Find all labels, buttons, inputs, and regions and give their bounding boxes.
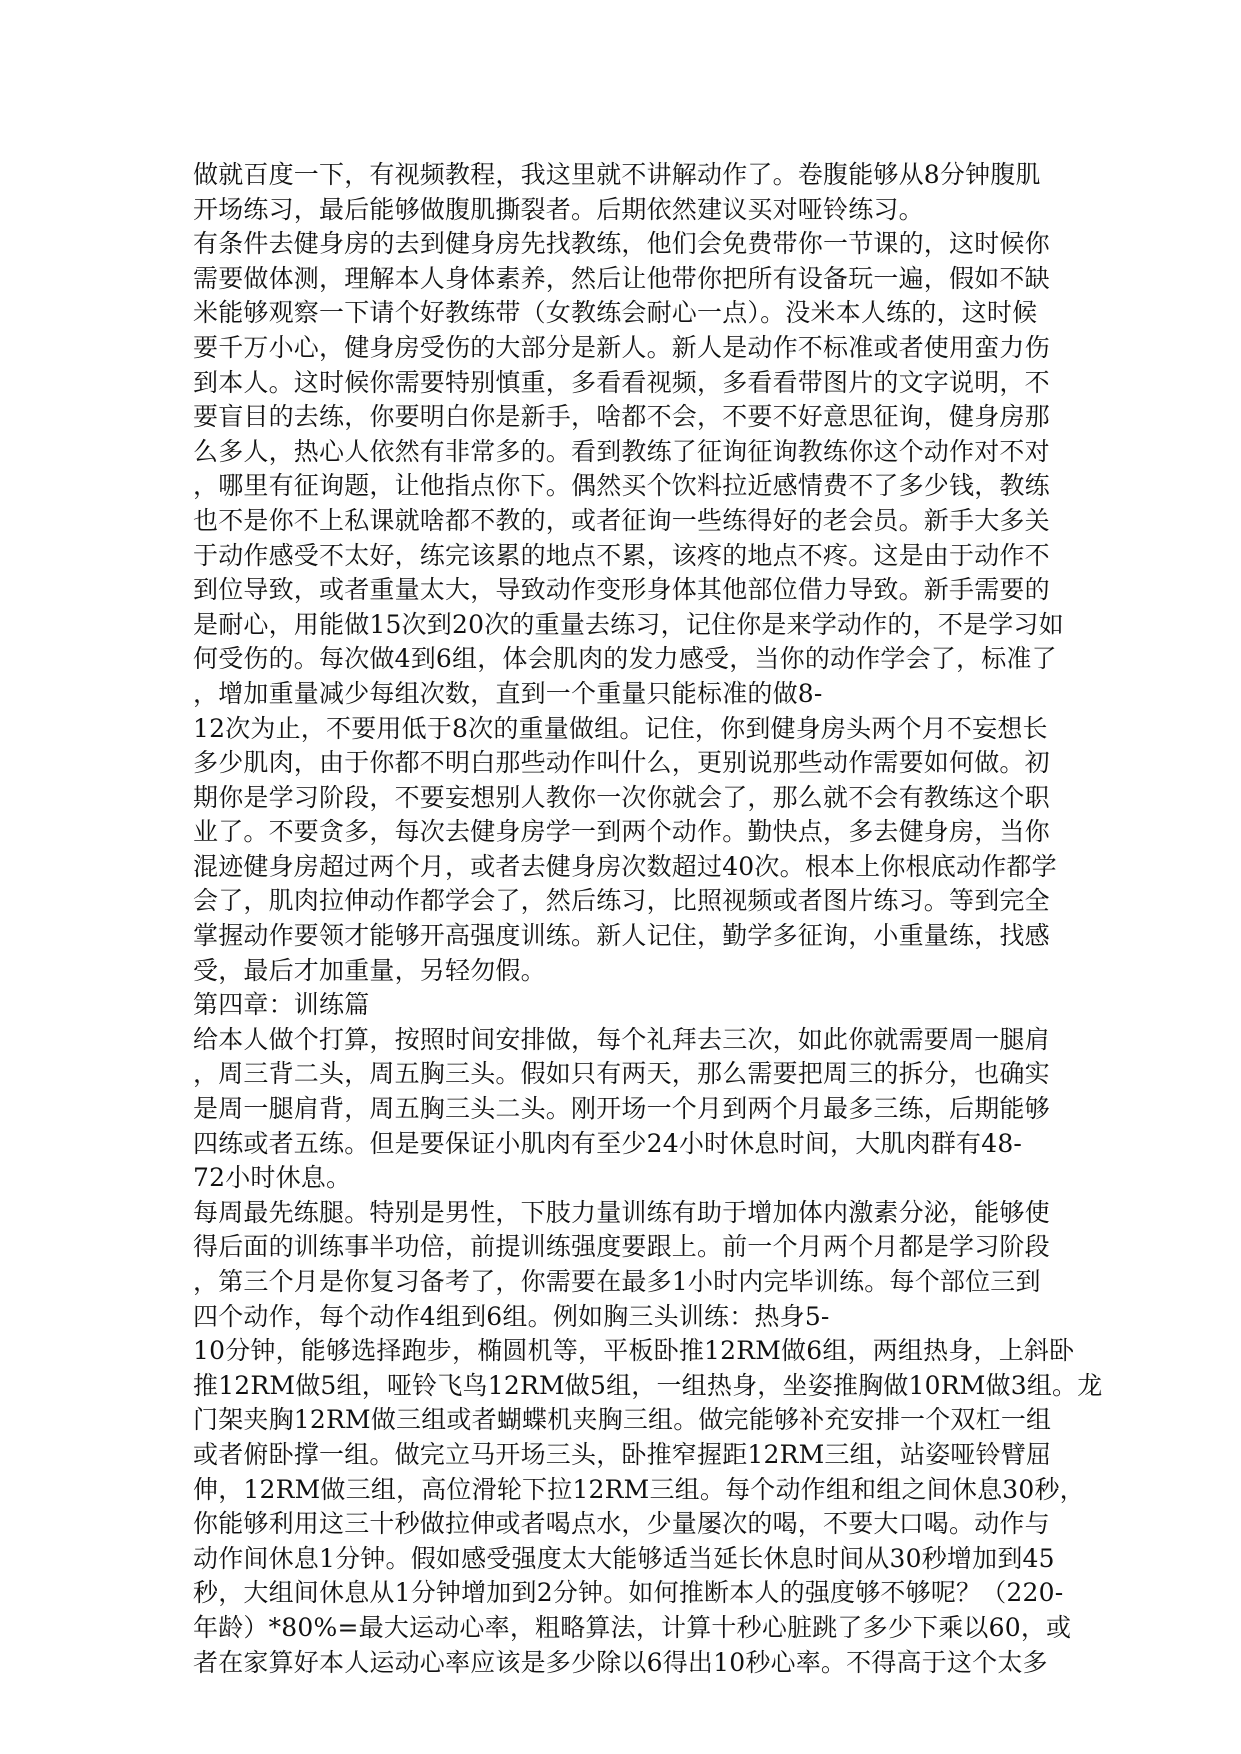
text-line: 要盲目的去练，你要明白你是新手，啥都不会，不要不好意思征询，健身房那 <box>193 402 1050 432</box>
text-line: 门架夹胸12RM做三组或者蝴蝶机夹胸三组。做完能够补充安排一个双杠一组 <box>193 1405 1052 1435</box>
text-line: 有条件去健身房的去到健身房先找教练，他们会免费带你一节课的，这时候你 <box>193 229 1050 259</box>
text-line: 做就百度一下，有视频教程，我这里就不讲解动作了。卷腹能够从8分钟腹肌 <box>193 160 1041 189</box>
text-line: 也不是你不上私课就啥都不教的，或者征询一些练得好的老会员。新手大多关 <box>193 505 1050 535</box>
text-line: 多少肌肉，由于你都不明白那些动作叫什么，更别说那些动作需要如何做。初 <box>193 748 1050 778</box>
text-line: 业了。不要贪多，每次去健身房学一到两个动作。勤快点，多去健身房，当你 <box>193 817 1050 847</box>
text-line: 掌握动作要领才能够开高强度训练。新人记住，勤学多征询，小重量练，找感 <box>193 921 1050 951</box>
chapter-heading: 第四章：训练篇 <box>193 990 370 1020</box>
text-line: 给本人做个打算，按照时间安排做，每个礼拜去三次，如此你就需要周一腿肩 <box>193 1024 1050 1054</box>
text-line: 是耐心，用能做15次到20次的重量去练习，记住你是来学动作的，不是学习如 <box>193 609 1064 639</box>
text-line: 得后面的训练事半功倍，前提训练强度要跟上。前一个月两个月都是学习阶段 <box>193 1232 1050 1262</box>
text-line: ，哪里有征询题，让他指点你下。偶然买个饮料拉近感情费不了多少钱，教练 <box>193 471 1050 501</box>
text-line: ，第三个月是你复习备考了，你需要在最多1小时内完毕训练。每个部位三到 <box>193 1267 1041 1296</box>
text-line: 么多人，热心人依然有非常多的。看到教练了征询征询教练你这个动作对不对 <box>193 436 1050 466</box>
text-line: 米能够观察一下请个好教练带（女教练会耐心一点）。没米本人练的，这时候 <box>193 298 1038 328</box>
text-line: 需要做体测，理解本人身体素养，然后让他带你把所有设备玩一遍，假如不缺 <box>193 263 1050 293</box>
text-line: 要千万小心，健身房受伤的大部分是新人。新人是动作不标准或者使用蛮力伤 <box>193 332 1050 362</box>
text-line: 是周一腿肩背，周五胸三头二头。刚开场一个月到两个月最多三练，后期能够 <box>193 1094 1050 1124</box>
text-line: 到本人。这时候你需要特别慎重，多看看视频，多看看带图片的文字说明，不 <box>193 367 1050 397</box>
text-line: 动作间休息1分钟。假如感受强度太大能够适当延长休息时间从30秒增加到45 <box>193 1543 1055 1573</box>
text-line: 12次为止，不要用低于8次的重量做组。记住，你到健身房头两个月不妄想长 <box>193 713 1048 743</box>
body-text <box>193 158 1103 1680</box>
text-line: 伸，12RM做三组，高位滑轮下拉12RM三组。每个动作组和组之间休息30秒， <box>193 1474 1085 1504</box>
text-line: 会了，肌肉拉伸动作都学会了，然后练习，比照视频或者图片练习。等到完全 <box>193 886 1050 916</box>
text-line: 四练或者五练。但是要保证小肌肉有至少24小时休息时间，大肌肉群有48- <box>193 1128 1023 1158</box>
text-line: 开场练习，最后能够做腹肌撕裂者。后期依然建议买对哑铃练习。 <box>193 194 924 224</box>
text-line: ，周三背二头，周五胸三头。假如只有两天，那么需要把周三的拆分，也确实 <box>193 1059 1050 1089</box>
text-line: 到位导致，或者重量太大，导致动作变形身体其他部位借力导致。新手需要的 <box>193 575 1050 605</box>
text-line: 期你是学习阶段，不要妄想别人教你一次你就会了，那么就不会有教练这个职 <box>193 782 1050 812</box>
text-line: 你能够利用这三十秒做拉伸或者喝点水，少量屡次的喝，不要大口喝。动作与 <box>193 1509 1050 1539</box>
text-line: 年龄）*80%=最大运动心率，粗略算法，计算十秒心脏跳了多少下乘以60，或 <box>193 1612 1072 1642</box>
text-line: 何受伤的。每次做4到6组，体会肌肉的发力感受，当你的动作学会了，标准了 <box>193 644 1057 674</box>
text-line: 者在家算好本人运动心率应该是多少除以6得出10秒心率。不得高于这个太多 <box>193 1647 1048 1677</box>
text-line: 受，最后才加重量，另轻勿假。 <box>193 955 546 985</box>
text-line: 每周最先练腿。特别是男性，下肢力量训练有助于增加体内激素分泌，能够使 <box>193 1197 1050 1227</box>
text-line: 四个动作，每个动作4组到6组。例如胸三头训练：热身5- <box>193 1301 830 1331</box>
text-line: 于动作感受不太好，练完该累的地点不累，该疼的地点不疼。这是由于动作不 <box>193 540 1050 570</box>
text-line: 混迹健身房超过两个月，或者去健身房次数超过40次。根本上你根底动作都学 <box>193 851 1057 881</box>
text-line: ，增加重量减少每组次数，直到一个重量只能标准的做8- <box>193 678 823 708</box>
text-line: 秒，大组间休息从1分钟增加到2分钟。如何推断本人的强度够不够呢？（220- <box>193 1578 1064 1608</box>
text-line: 72小时休息。 <box>193 1163 352 1193</box>
text-line: 10分钟，能够选择跑步，椭圆机等，平板卧推12RM做6组，两组热身，上斜卧 <box>193 1336 1075 1366</box>
text-line: 或者俯卧撑一组。做完立马开场三头，卧推窄握距12RM三组，站姿哑铃臂屈 <box>193 1439 1052 1469</box>
text-line: 推12RM做5组，哑铃飞鸟12RM做5组，一组热身，坐姿推胸做10RM做3组。龙 <box>193 1370 1103 1400</box>
